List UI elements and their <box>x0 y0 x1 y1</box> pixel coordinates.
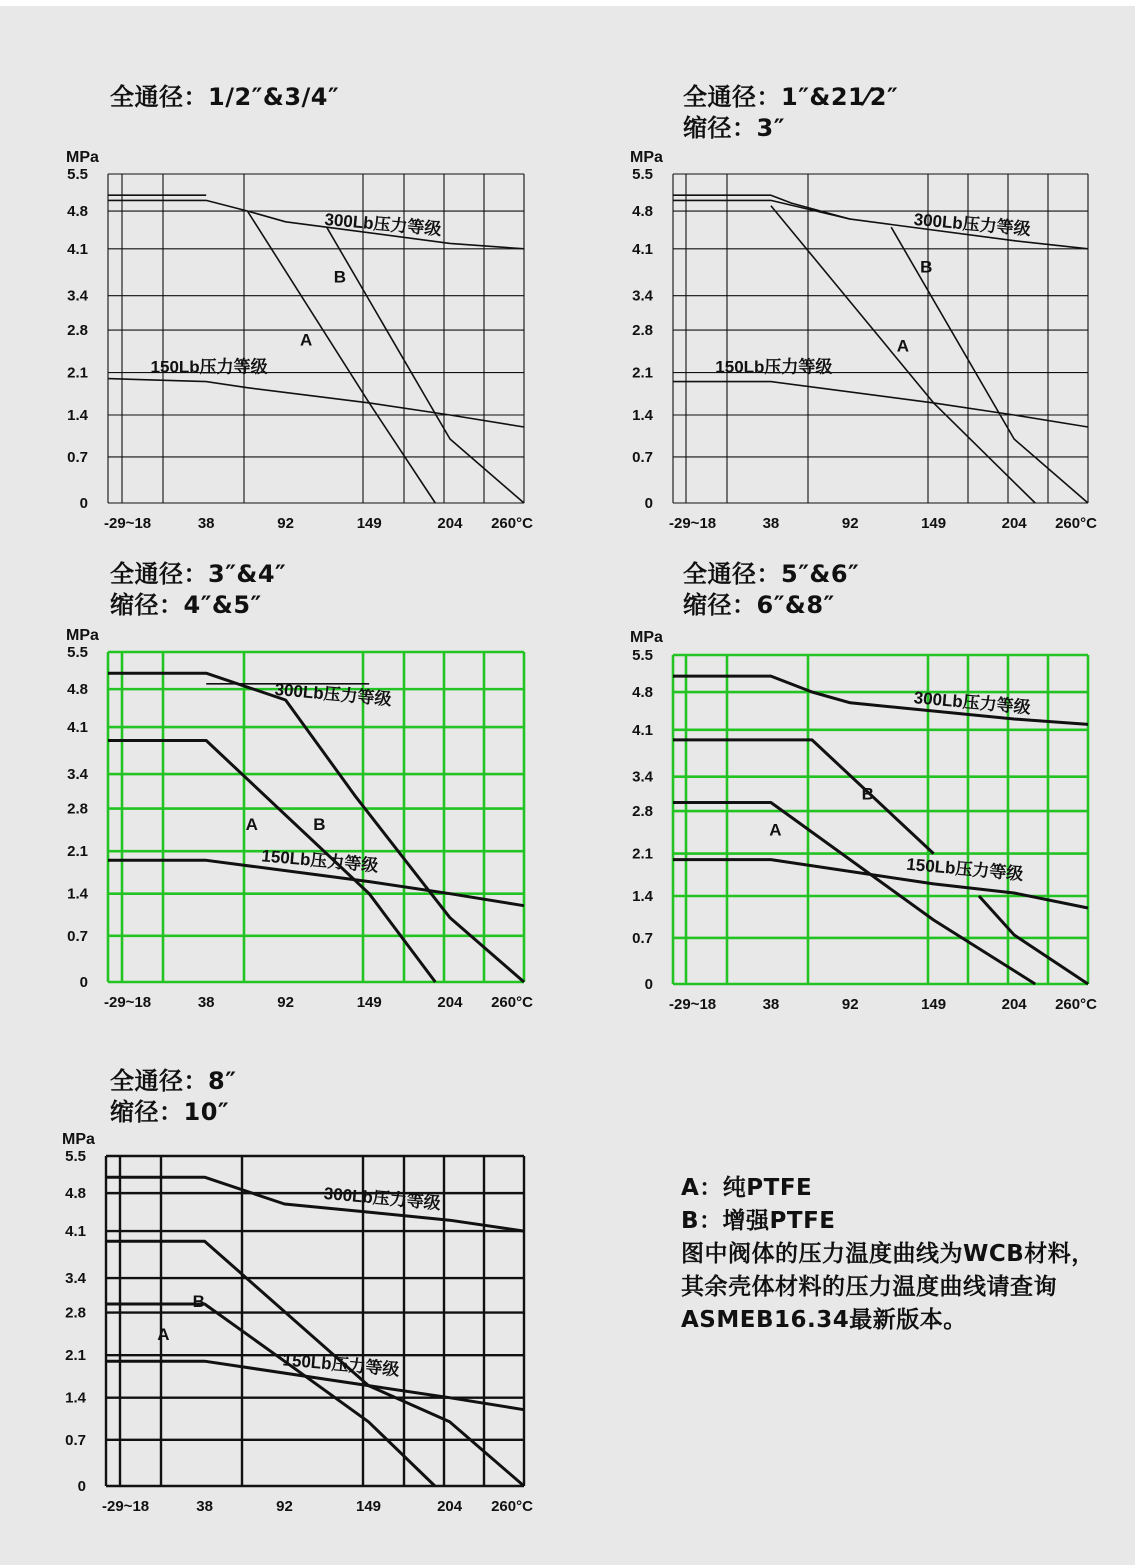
x-tick-label: 260°C <box>491 1498 533 1515</box>
x-tick-label: 38 <box>197 994 215 1011</box>
chart-4-title-line-2: 缩径：6″&8″ <box>683 591 835 619</box>
legend-notes <box>681 1172 1095 1337</box>
y-tick-label: 4.1 <box>632 721 653 739</box>
y-tick-label: 2.8 <box>67 322 88 340</box>
y-tick-label: 0 <box>77 1478 86 1495</box>
chart-2-title-line-1: 全通径：1″&21⁄2″ <box>683 83 899 111</box>
y-tick-label: 0 <box>644 976 653 993</box>
y-tick-label: 0.7 <box>67 448 88 466</box>
y-tick-label: 2.1 <box>67 843 88 861</box>
chart-3-title-line-1: 全通径：3″&4″ <box>110 560 287 588</box>
y-tick-label: 4.1 <box>67 240 88 258</box>
note-line-2: 其余壳体材料的压力温度曲线请查询 <box>681 1274 1057 1300</box>
x-tick-label: 149 <box>356 515 382 532</box>
y-tick-label: 4.1 <box>632 240 653 258</box>
x-tick-label: -29~18 <box>104 515 152 532</box>
curve-label-B: B <box>333 267 347 287</box>
y-tick-label: 2.1 <box>67 364 88 382</box>
y-tick-label: 2.1 <box>65 1347 86 1365</box>
x-tick-label: 260°C <box>491 515 533 532</box>
y-tick-label: 1.4 <box>65 1389 86 1407</box>
note-line-1: 图中阀体的压力温度曲线为WCB材料， <box>681 1241 1095 1267</box>
rating-label: 300Lb压力等级 <box>912 209 1032 240</box>
chart-2-title-line-2: 缩径：3″ <box>683 114 785 142</box>
y-tick-label: 4.8 <box>632 684 653 702</box>
y-axis-unit-label: MPa <box>630 629 663 646</box>
y-tick-label: 4.1 <box>67 719 88 737</box>
x-tick-label: 204 <box>1001 996 1027 1013</box>
x-tick-label: 149 <box>921 996 947 1013</box>
x-tick-label: 92 <box>841 996 859 1013</box>
curve-label-B: B <box>861 784 874 804</box>
x-tick-label: 260°C <box>1055 515 1097 532</box>
y-tick-label: 1.4 <box>67 406 88 424</box>
curve-label-A: A <box>157 1324 170 1344</box>
rating-label: 300Lb压力等级 <box>273 679 393 710</box>
y-tick-label: 2.8 <box>67 800 88 818</box>
note-b: B：增强PTFE <box>681 1208 836 1234</box>
chart-4-title-line-1: 全通径：5″&6″ <box>683 560 860 588</box>
y-tick-label: 5.5 <box>65 1148 86 1165</box>
x-tick-label: -29~18 <box>104 994 152 1011</box>
rating-label: 150Lb压力等级 <box>905 854 1025 884</box>
x-tick-label: 204 <box>437 1498 463 1515</box>
note-line-3: ASMEB16.34最新版本。 <box>681 1307 967 1333</box>
chart-5-title-line-2: 缩径：10″ <box>110 1098 230 1126</box>
x-tick-label: -29~18 <box>102 1498 150 1515</box>
y-tick-label: 5.5 <box>67 644 88 661</box>
x-tick-label: 38 <box>762 515 780 532</box>
y-tick-label: 2.8 <box>632 803 653 821</box>
y-tick-label: 4.8 <box>67 203 88 221</box>
y-tick-label: 0.7 <box>632 929 653 947</box>
y-tick-label: 3.4 <box>65 1270 86 1288</box>
x-tick-label: 38 <box>196 1498 213 1515</box>
y-tick-label: 0 <box>79 495 88 512</box>
rating-label: 300Lb压力等级 <box>323 1183 442 1214</box>
y-tick-label: 0 <box>644 495 653 512</box>
curve-label-A: A <box>769 820 782 840</box>
x-tick-label: 260°C <box>1055 996 1097 1013</box>
y-tick-label: 2.8 <box>632 322 653 340</box>
x-tick-label: 204 <box>437 515 463 532</box>
x-tick-label: 38 <box>197 515 215 532</box>
x-tick-label: 92 <box>276 1498 293 1515</box>
x-tick-label: 92 <box>841 515 859 532</box>
y-tick-label: 0 <box>79 974 88 991</box>
curve-label-B: B <box>920 257 933 277</box>
rating-label: 150Lb压力等级 <box>281 1350 401 1380</box>
curve-label-A: A <box>300 330 313 350</box>
rating-label: 300Lb压力等级 <box>323 209 443 240</box>
x-tick-label: 260°C <box>491 994 533 1011</box>
y-tick-label: 2.1 <box>632 364 653 382</box>
y-tick-label: 4.8 <box>65 1185 86 1203</box>
chart-3-title-line-2: 缩径：4″&5″ <box>110 591 262 619</box>
y-tick-label: 1.4 <box>632 406 653 424</box>
y-tick-label: 0.7 <box>67 927 88 945</box>
x-tick-label: 149 <box>921 515 947 532</box>
series-line-300Lb压力等级 <box>106 1177 524 1231</box>
y-axis-unit-label: MPa <box>62 1131 95 1148</box>
y-tick-label: 3.4 <box>632 287 653 305</box>
y-axis-unit-label: MPa <box>66 149 99 166</box>
rating-label: 150Lb压力等级 <box>260 846 380 876</box>
y-tick-label: 2.1 <box>632 845 653 863</box>
curve-label-B: B <box>192 1291 205 1311</box>
x-tick-label: 149 <box>355 1498 382 1515</box>
y-axis-unit-label: MPa <box>66 627 99 644</box>
y-tick-label: 4.8 <box>632 203 653 221</box>
x-tick-label: -29~18 <box>669 996 717 1013</box>
y-tick-label: 0.7 <box>632 448 653 466</box>
y-tick-label: 2.8 <box>65 1304 86 1322</box>
y-tick-label: 3.4 <box>67 766 88 784</box>
x-tick-label: 92 <box>277 515 294 532</box>
y-tick-label: 5.5 <box>67 166 88 183</box>
chart-5-title-line-1: 全通径：8″ <box>110 1067 237 1095</box>
y-axis-unit-label: MPa <box>630 149 663 166</box>
y-tick-label: 0.7 <box>65 1431 86 1449</box>
rating-label: 150Lb压力等级 <box>150 357 268 377</box>
chart-1-title-line-1: 全通径：1/2″&3/4″ <box>110 83 340 111</box>
rating-label: 150Lb压力等级 <box>715 357 833 377</box>
x-tick-label: -29~18 <box>669 515 717 532</box>
series-line-A <box>106 1304 435 1486</box>
note-a: A：纯PTFE <box>681 1175 813 1201</box>
y-tick-label: 1.4 <box>67 885 88 903</box>
x-tick-label: 204 <box>437 994 463 1011</box>
curve-label-B: B <box>313 814 326 834</box>
y-tick-label: 5.5 <box>632 647 653 664</box>
y-tick-label: 1.4 <box>632 887 653 905</box>
y-tick-label: 4.8 <box>67 681 88 699</box>
x-tick-label: 38 <box>762 996 780 1013</box>
y-tick-label: 4.1 <box>65 1223 86 1241</box>
curve-label-A: A <box>896 336 910 356</box>
x-tick-label: 204 <box>1001 515 1027 532</box>
y-tick-label: 3.4 <box>67 287 88 305</box>
y-tick-label: 3.4 <box>632 768 653 786</box>
x-tick-label: 149 <box>356 994 382 1011</box>
curve-label-A: A <box>245 814 258 834</box>
x-tick-label: 92 <box>277 994 294 1011</box>
y-tick-label: 5.5 <box>632 166 653 183</box>
rating-label: 300Lb压力等级 <box>912 688 1032 718</box>
